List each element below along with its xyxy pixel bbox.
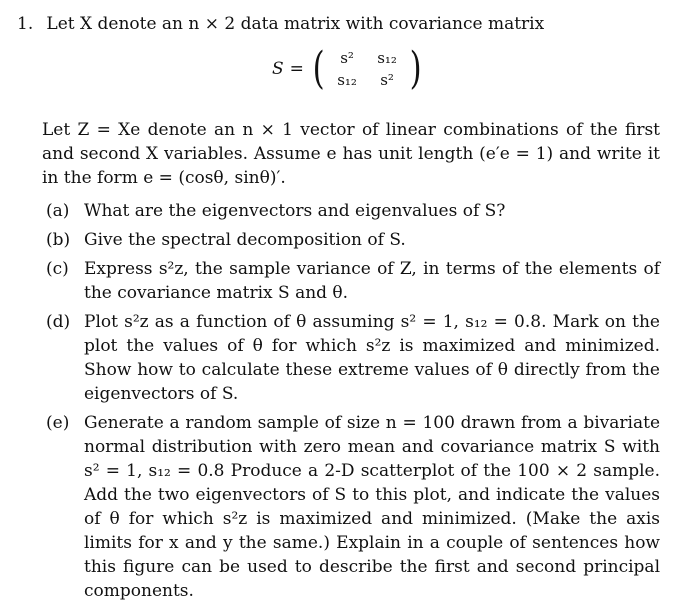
part-text: Give the spectral decomposition of S. xyxy=(84,230,406,250)
left-paren-icon: ( xyxy=(312,43,325,94)
intro-text: Let Z = Xe denote an n × 1 vector of linear combinations of the first and second X variables. Assume e has unit length (e′e = 1) and write it in the form e = (cosθ, sinθ)′. xyxy=(42,120,660,188)
matrix-grid xyxy=(327,47,407,91)
part-label: (c) xyxy=(46,259,69,279)
part-item xyxy=(46,411,660,603)
part-text: What are the eigenvectors and eigenvalues of S? xyxy=(84,201,506,221)
part-text: Express s²z, the sample variance of Z, in terms of the elements of the covariance matrix S and θ. xyxy=(84,259,660,303)
part-label: (e) xyxy=(46,413,70,433)
part-item xyxy=(46,257,660,305)
matrix-cell: s² xyxy=(340,49,354,67)
right-paren-icon: ) xyxy=(409,43,422,94)
problem-lead-text: Let X denote an n × 2 data matrix with covariance matrix xyxy=(46,14,545,34)
matrix-equals: = xyxy=(289,59,304,79)
matrix-symbol: S xyxy=(272,59,284,79)
problem-heading xyxy=(17,12,544,36)
intro-paragraph xyxy=(42,118,660,190)
parts-list xyxy=(46,199,660,608)
part-item xyxy=(46,199,660,223)
matrix-cell: s₁₂ xyxy=(337,71,357,89)
matrix-cell: s₁₂ xyxy=(377,49,397,67)
part-text: Plot s²z as a function of θ assuming s² = 1, s₁₂ = 0.8. Mark on the plot the values of θ for which s²z is maximized and minimized. Show how to calculate these extreme values of θ directly from the eigenvectors of S. xyxy=(84,312,660,404)
part-text: Generate a random sample of size n = 100 drawn from a bivariate normal distribution with zero mean and covariance matrix S with s² = 1, s₁₂ = 0.8 Produce a 2-D scatterplot of the 100 × 2 sample. Add the two eigenvectors of S to this plot, and indicate the values of θ for which s²z is maximized and minimized. (Make the axis limits for x and y the same.) Explain in a couple of sentences how this figure can be used to describe the first and second principal components. xyxy=(84,413,660,601)
part-label: (a) xyxy=(46,201,70,221)
part-label: (d) xyxy=(46,312,71,332)
problem-number: 1. xyxy=(17,14,34,34)
part-item xyxy=(46,310,660,406)
matrix-cell: s² xyxy=(380,71,394,89)
part-item xyxy=(46,228,660,252)
part-label: (b) xyxy=(46,230,71,250)
covariance-matrix xyxy=(272,42,424,96)
